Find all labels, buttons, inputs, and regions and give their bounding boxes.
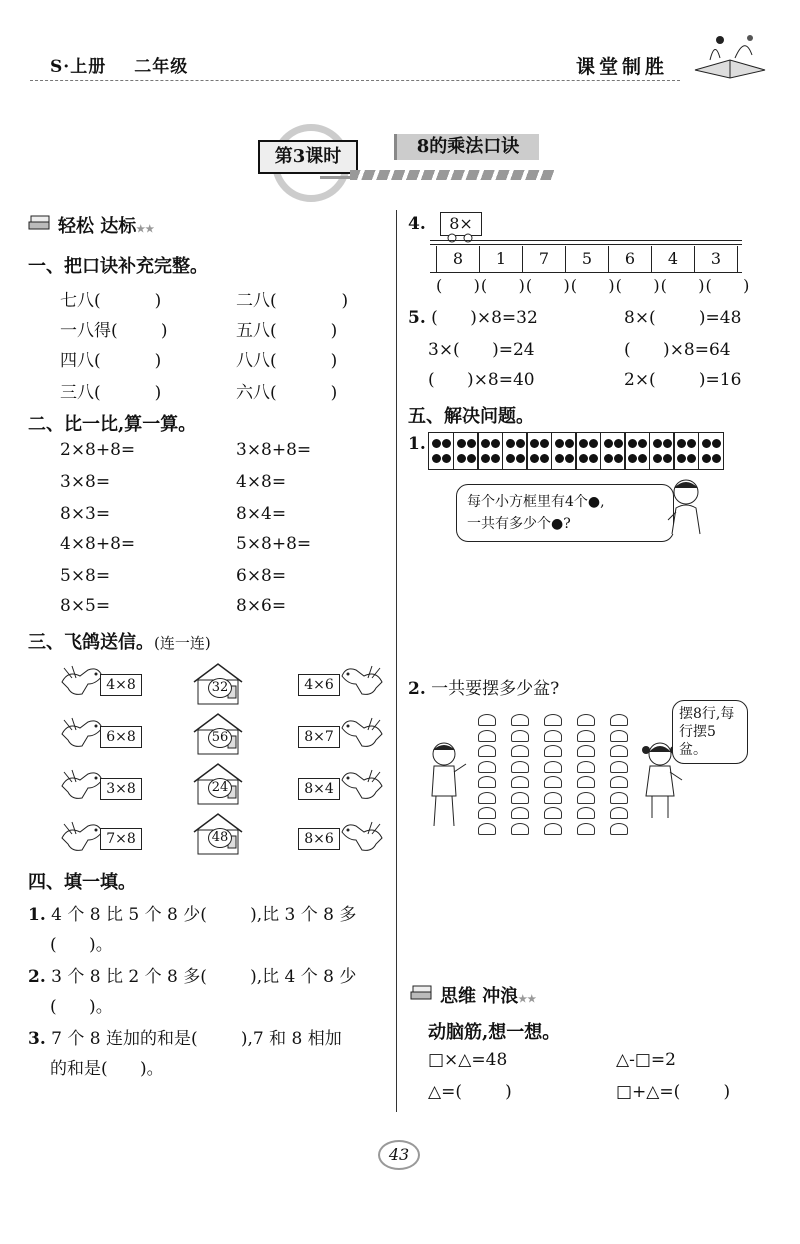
- train-cell: 8: [437, 246, 480, 272]
- books-icon: [28, 213, 52, 231]
- pigeon-card-right-1[interactable]: 4×6: [298, 674, 340, 696]
- q4-item-2: 2. 3 个 8 比 2 个 8 多( ),比 4 个 8 少: [28, 967, 357, 987]
- dot: [491, 454, 500, 463]
- dot-box: [698, 432, 724, 470]
- dot-box: [502, 432, 528, 470]
- pigeon-card-2[interactable]: 6×8: [100, 726, 142, 748]
- pigeon-card-right-3[interactable]: 8×4: [298, 778, 340, 800]
- dot: [432, 439, 441, 448]
- q2-right-3: 8×4=: [236, 504, 287, 524]
- pigeon-card-1[interactable]: 4×8: [100, 674, 142, 696]
- q3-title: 三、飞鸽送信。(连一连): [28, 632, 211, 653]
- pigeon-icon: [340, 716, 386, 752]
- lesson-stripes: [350, 170, 555, 180]
- dot-box: [600, 432, 626, 470]
- train-cell: 5: [566, 246, 609, 272]
- q2-left-2: 3×8=: [60, 472, 111, 492]
- q4-item-1: 1. 4 个 8 比 5 个 8 少( ),比 3 个 8 多: [28, 905, 357, 925]
- flower-pot: [544, 807, 562, 819]
- q5r-row-3-right: 2×( )=16: [624, 370, 742, 390]
- q1-title: 一、把口诀补充完整。: [28, 256, 208, 277]
- lesson-title: 8的乘法口诀: [394, 134, 539, 160]
- house-number-2[interactable]: 56: [208, 728, 232, 748]
- dot: [614, 439, 623, 448]
- header-divider: [30, 80, 680, 81]
- house-number-1[interactable]: 32: [208, 678, 232, 698]
- dot: [555, 454, 564, 463]
- flower-pot: [577, 776, 595, 788]
- flower-pot: [577, 823, 595, 835]
- q2-left-4: 4×8+8=: [60, 534, 136, 554]
- q7-title: 动脑筋,想一想。: [428, 1022, 561, 1043]
- boy-icon: [664, 476, 710, 536]
- train-answer-blanks[interactable]: ( )( )( )( )( )( )( ): [436, 276, 751, 295]
- flower-pot: [577, 792, 595, 804]
- train-cell: 4: [652, 246, 695, 272]
- flower-pot: [610, 807, 628, 819]
- flower-pot: [478, 745, 496, 757]
- column-divider: [396, 210, 397, 1112]
- flower-pot: [577, 761, 595, 773]
- q2-left-3: 8×3=: [60, 504, 111, 524]
- q5r-row-2-right: ( )×8=64: [624, 340, 731, 360]
- q7-left-1: □×△=48: [428, 1050, 508, 1070]
- flower-pot: [610, 792, 628, 804]
- wheels-icon: [442, 232, 482, 244]
- flower-pot: [610, 823, 628, 835]
- flower-pot: [610, 776, 628, 788]
- q1-left-3: 四八( ): [60, 351, 162, 371]
- q2-right-6: 8×6=: [236, 596, 287, 616]
- pigeon-icon: [340, 820, 386, 856]
- header-grade: 二年级: [134, 57, 189, 77]
- q4-item-3: 3. 7 个 8 连加的和是( ),7 和 8 相加: [28, 1029, 342, 1049]
- dot: [442, 454, 451, 463]
- q6-p2: 2. 一共要摆多少盆?: [408, 679, 560, 699]
- flower-pot: [511, 776, 529, 788]
- flower-pot: [478, 761, 496, 773]
- pigeon-card-right-2[interactable]: 8×7: [298, 726, 340, 748]
- flower-pot: [511, 761, 529, 773]
- pigeon-card-right-4[interactable]: 8×6: [298, 828, 340, 850]
- dot: [481, 454, 490, 463]
- speech-bubble-1: 每个小方框里有4个●, 一共有多少个●?: [456, 484, 674, 542]
- dot: [702, 439, 711, 448]
- dot: [516, 439, 525, 448]
- q2-right-5: 6×8=: [236, 566, 287, 586]
- dot: [442, 439, 451, 448]
- dot: [677, 439, 686, 448]
- flower-pot: [511, 714, 529, 726]
- q5r-row-3-left: ( )×8=40: [428, 370, 535, 390]
- pigeon-icon: [340, 664, 386, 700]
- dot: [589, 439, 598, 448]
- train-engine: 8×: [440, 212, 482, 236]
- flower-pot: [511, 730, 529, 742]
- dot: [638, 454, 647, 463]
- q4-item-3-cont: 的和是( )。: [50, 1059, 164, 1079]
- flower-pot: [577, 714, 595, 726]
- q7-right-1: △-□=2: [616, 1050, 676, 1070]
- pigeon-card-4[interactable]: 7×8: [100, 828, 142, 850]
- house-number-3[interactable]: 24: [208, 778, 232, 798]
- dot: [628, 454, 637, 463]
- flower-pot: [544, 776, 562, 788]
- flower-pot: [544, 792, 562, 804]
- rail-bottom: [430, 272, 742, 273]
- speech-bubble-2: 摆8行,每 行摆5盆。: [672, 700, 748, 764]
- flower-pot: [511, 792, 529, 804]
- flower-pot: [577, 807, 595, 819]
- q2-left-6: 8×5=: [60, 596, 111, 616]
- dot: [579, 439, 588, 448]
- flower-pot: [511, 823, 529, 835]
- flower-pot: [478, 730, 496, 742]
- pigeon-icon: [58, 716, 104, 752]
- flower-pot: [577, 745, 595, 757]
- pigeon-card-3[interactable]: 3×8: [100, 778, 142, 800]
- train-cell: 7: [523, 246, 566, 272]
- dot: [628, 439, 637, 448]
- page-number: 43: [378, 1140, 420, 1170]
- q6-title: 五、解决问题。: [408, 406, 534, 427]
- dot: [540, 454, 549, 463]
- flower-pot: [610, 714, 628, 726]
- pigeon-icon: [58, 768, 104, 804]
- q1-left-2: 一八得( ): [60, 321, 168, 341]
- q5r-row-2-left: 3×( )=24: [428, 340, 535, 360]
- dot: [530, 454, 539, 463]
- q1-right-4: 六八( ): [236, 383, 338, 403]
- flower-pot: [544, 761, 562, 773]
- q4-item-2-cont: ( )。: [50, 997, 113, 1017]
- flower-pot: [544, 823, 562, 835]
- dot: [506, 454, 515, 463]
- dot: [702, 454, 711, 463]
- dot-box: [649, 432, 675, 470]
- dot-box: [624, 432, 650, 470]
- q4-title: 四、填一填。: [28, 872, 136, 893]
- q1-left-1: 七八( ): [60, 291, 162, 311]
- flower-pot: [478, 807, 496, 819]
- pigeon-icon: [58, 664, 104, 700]
- flower-pot: [478, 792, 496, 804]
- dot: [565, 439, 574, 448]
- dot: [712, 439, 721, 448]
- q1-right-1: 二八( ): [236, 291, 349, 311]
- dot-box: [526, 432, 552, 470]
- flower-pot: [511, 807, 529, 819]
- q4r-number: 4.: [408, 214, 426, 234]
- dot: [491, 439, 500, 448]
- dot: [467, 439, 476, 448]
- dot: [712, 454, 721, 463]
- q2-right-4: 5×8+8=: [236, 534, 312, 554]
- dot: [516, 454, 525, 463]
- flower-pot: [511, 745, 529, 757]
- dot: [663, 439, 672, 448]
- flower-pot: [544, 745, 562, 757]
- dot-box: [575, 432, 601, 470]
- train-cell: 6: [609, 246, 652, 272]
- dot: [530, 439, 539, 448]
- dot-box: [673, 432, 699, 470]
- q2-right-1: 3×8+8=: [236, 440, 312, 460]
- q2-left-1: 2×8+8=: [60, 440, 136, 460]
- dot: [432, 454, 441, 463]
- flower-pot: [610, 761, 628, 773]
- flower-pot: [478, 714, 496, 726]
- q2-title: 二、比一比,算一算。: [28, 414, 197, 435]
- q2-left-5: 5×8=: [60, 566, 111, 586]
- dot: [604, 439, 613, 448]
- rail-top: [430, 240, 742, 241]
- dot: [653, 454, 662, 463]
- dot: [589, 454, 598, 463]
- pigeon-icon: [340, 768, 386, 804]
- q7-right-2: □+△=( ): [616, 1082, 731, 1102]
- dot: [540, 439, 549, 448]
- q4-item-1-cont: ( )。: [50, 935, 113, 955]
- dot: [677, 454, 686, 463]
- dot: [555, 439, 564, 448]
- section-heading-easy: 轻松 达标★★: [58, 216, 155, 237]
- flower-pot: [478, 776, 496, 788]
- q5r-row-1-right: 8×( )=48: [624, 308, 742, 328]
- dot: [687, 439, 696, 448]
- dot: [565, 454, 574, 463]
- dot: [604, 454, 613, 463]
- dot-box: [453, 432, 479, 470]
- section-heading-thinking: 思维 冲浪★★: [440, 986, 537, 1007]
- dot: [663, 454, 672, 463]
- dot: [467, 454, 476, 463]
- dot: [638, 439, 647, 448]
- flower-pot: [577, 730, 595, 742]
- dot: [481, 439, 490, 448]
- q7-left-2: △=( ): [428, 1082, 512, 1102]
- q1-right-3: 八八( ): [236, 351, 338, 371]
- flower-pot: [610, 745, 628, 757]
- rail-top-2: [430, 244, 742, 245]
- dot: [457, 439, 466, 448]
- flower-pot: [544, 714, 562, 726]
- flower-pot: [610, 730, 628, 742]
- dot: [653, 439, 662, 448]
- header-left: S·上册 二年级: [50, 57, 189, 77]
- dot-box: [477, 432, 503, 470]
- flower-pot: [478, 823, 496, 835]
- pigeon-icon: [58, 820, 104, 856]
- dot: [579, 454, 588, 463]
- q5r-row-1-left: 5. ( )×8=32: [408, 308, 538, 328]
- house-number-4[interactable]: 48: [208, 828, 232, 848]
- dot: [687, 454, 696, 463]
- dot: [614, 454, 623, 463]
- q6-p1-number: 1.: [408, 434, 426, 454]
- q1-left-4: 三八( ): [60, 383, 162, 403]
- train-cell: 1: [480, 246, 523, 272]
- q2-right-2: 4×8=: [236, 472, 287, 492]
- dot-box: [428, 432, 454, 470]
- books-icon: [410, 983, 434, 1001]
- dot: [506, 439, 515, 448]
- header-title: 课堂制胜: [576, 56, 669, 78]
- boy-pointing-icon: [424, 740, 468, 830]
- book-illustration-icon: [690, 30, 770, 80]
- dot-box: [551, 432, 577, 470]
- q1-right-2: 五八( ): [236, 321, 338, 341]
- lesson-number: 第3课时: [258, 140, 358, 174]
- train-cell: 3: [695, 246, 738, 272]
- dot: [457, 454, 466, 463]
- flower-pot: [544, 730, 562, 742]
